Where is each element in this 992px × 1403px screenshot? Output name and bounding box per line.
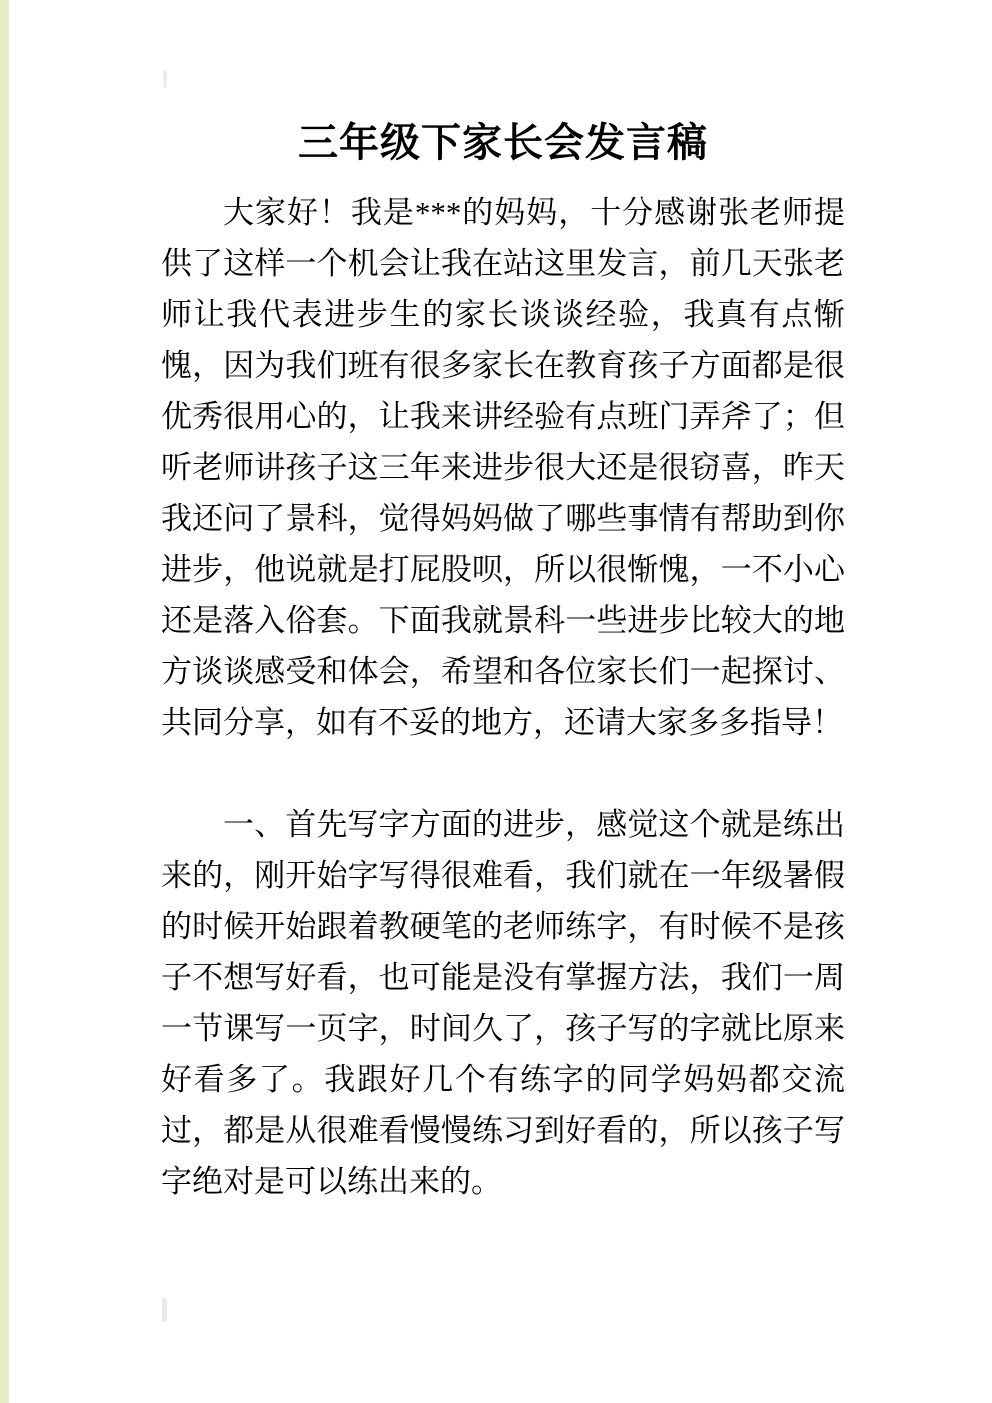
page-edge-strip	[0, 0, 9, 1403]
scrollbar-artifact-bottom	[162, 1298, 167, 1322]
body-paragraph: 一、首先写字方面的进步，感觉这个就是练出来的，刚开始字写得很难看，我们就在一年级暑假的时候开始跟着教硬笔的老师练字，有时候不是孩子不想写好看，也可能是没有掌握方法，我们一周一节课写一页字，时间久了，孩子写的字就比原来好看多了。我跟好几个有练字的同学妈妈都交流过，都是从很难看慢慢练习到好看的，所以孩子写字绝对是可以练出来的。	[161, 807, 845, 1199]
document-body	[161, 0, 845, 1207]
document-title: 三年级下家长会发言稿	[298, 121, 708, 165]
body-paragraph: 大家好！我是***的妈妈，十分感谢张老师提供了这样一个机会让我在站这里发言，前几天张老师让我代表进步生的家长谈谈经验，我真有点惭愧，因为我们班有很多家长在教育孩子方面都是很优秀很用心的，让我来讲经验有点班门弄斧了；但听老师讲孩子这三年来进步很大还是很窃喜，昨天我还问了景科，觉得妈妈做了哪些事情有帮助到你进步，他说就是打屁股呗，所以很惭愧，一不小心还是落入俗套。下面我就景科一些进步比较大的地方谈谈感受和体会，希望和各位家长们一起探讨、共同分享，如有不妥的地方，还请大家多多指导！	[161, 195, 845, 740]
